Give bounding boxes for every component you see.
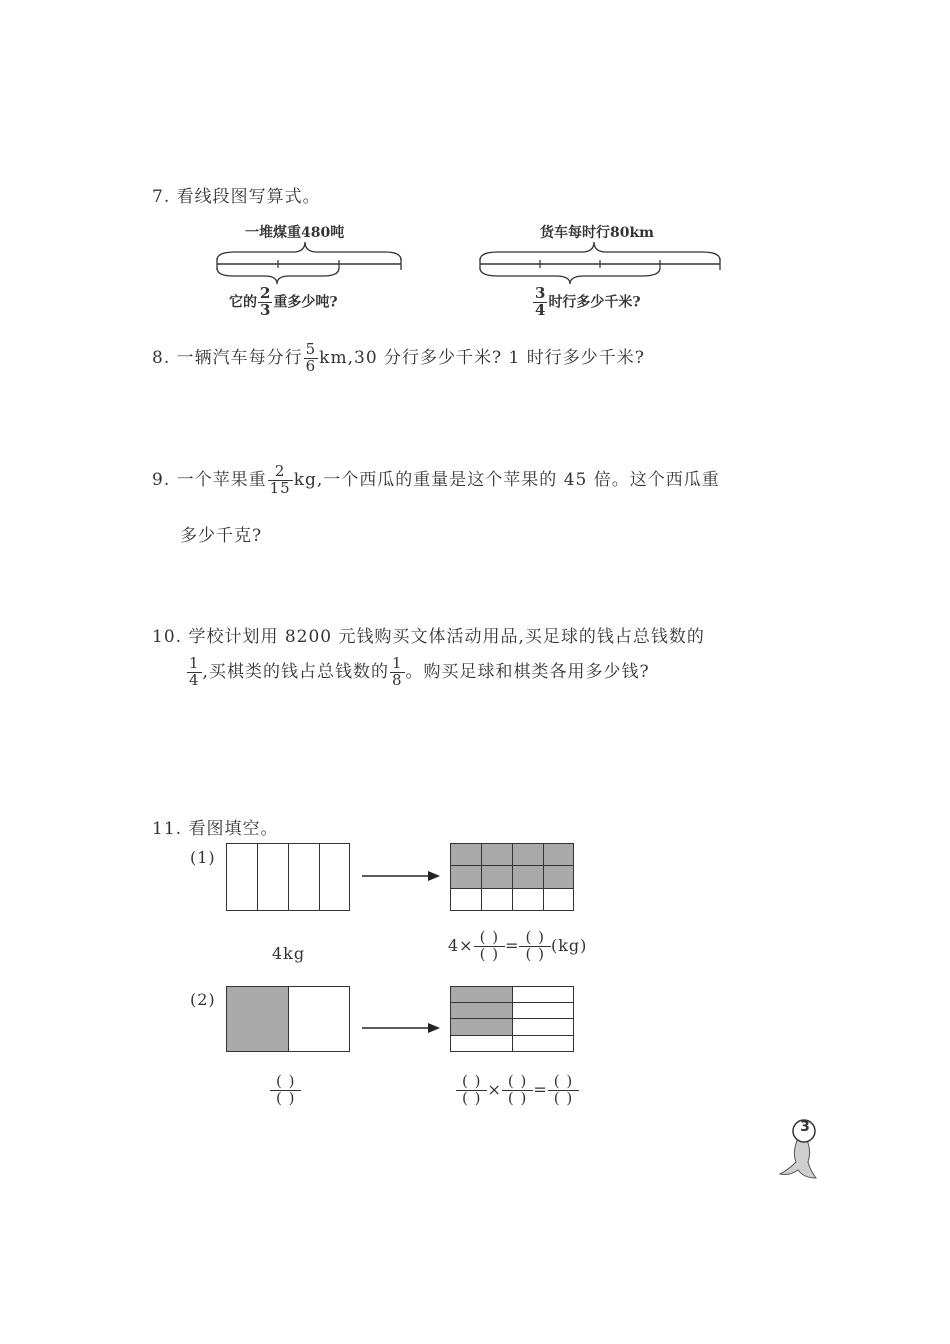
q11-p1-equation [448,930,587,963]
q11-p1-weight: 4kg [272,944,306,963]
q11-p2-times: × [487,1079,502,1099]
q11-p2-c-num: ( ) [553,1072,574,1090]
q10-line1: 10. 学校计划用 8200 元钱购买文体活动用品,买足球的钱占总钱数的 [152,627,705,647]
q11-p2-frac-den: ( ) [270,1090,301,1107]
q8-prefix: 8. 一辆汽车每分行 [152,347,303,368]
q7-title: 7. 看线段图写算式。 [152,187,321,207]
q11-p1-result-den: ( ) [519,946,550,963]
q9-line2: 多少千克? [180,526,263,546]
q8-suffix: km,30 分行多少千米? 1 时行多少千米? [319,347,645,368]
q11-p2-b-num: ( ) [507,1072,528,1090]
q11-p2-left-rect [226,986,350,1052]
q11-p1-blank-num: ( ) [479,928,500,946]
q9-prefix: 9. 一个苹果重 [152,469,267,490]
q7-right-suffix: 时行多少千米? [548,294,641,311]
q11-p1-lead: 4× [448,935,474,955]
q11-p1-label: (1) [190,848,216,867]
q11-p1-unit: (kg) [550,935,588,955]
q11-p2-frac-num: ( ) [276,1072,296,1090]
q11-p1-right-grid [450,843,574,911]
q11-p2-a-num: ( ) [462,1072,482,1090]
q11-p1-blank-den: ( ) [474,946,505,963]
q7-left-diagram [205,222,415,327]
q8-text [152,342,645,375]
q11-p2-c-den: ( ) [548,1090,579,1107]
q7-left-frac-den: 3 [260,300,271,319]
q11-title: 11. 看图填空。 [152,819,279,839]
q7-left-prefix: 它的 [229,294,257,311]
q7-right-frac-num: 3 [535,284,546,302]
q8-frac-den: 6 [305,356,317,375]
q10-frac2-num: 1 [391,654,403,672]
q10-frac2-den: 8 [391,670,403,689]
q10-frac1-den: 4 [189,670,200,689]
q10-mid: ,买棋类的钱占总钱数的 [202,661,389,682]
q11-p1-eq-sign: = [505,935,520,955]
q11-p2-eq-sign: = [533,1079,548,1099]
q7-left-top-label: 一堆煤重480吨 [245,225,345,241]
q7-right-diagram [470,222,730,327]
q11-p2-right-grid [450,986,574,1052]
q7-right-frac-den: 4 [535,300,546,319]
q11-p1-result-num: ( ) [525,928,545,946]
q7-left-question [229,286,338,319]
q7-right-question [532,286,641,319]
q7-left-frac-num: 2 [260,284,271,302]
q8-frac-num: 5 [305,340,317,358]
q11-p2-label: (2) [190,990,216,1009]
q11-p2-b-den: ( ) [502,1090,533,1107]
q10-frac1-num: 1 [189,654,200,672]
q7-right-top-label: 货车每时行80km [540,225,654,241]
q10-end: 。购买足球和棋类各用多少钱? [405,661,650,682]
q9-text [152,464,720,497]
q11-p1-left-rect [226,843,350,911]
q9-frac-den: 15 [269,478,291,497]
q9-suffix: kg,一个西瓜的重量是这个苹果的 45 倍。这个西瓜重 [293,469,720,490]
q11-p2-arrow [358,1018,442,1038]
q7-left-suffix: 重多少吨? [273,294,338,311]
q11-p2-equation [456,1074,579,1107]
q11-p1-arrow [358,866,442,886]
q11-p2-a-den: ( ) [456,1090,487,1107]
q9-frac-num: 2 [274,462,286,480]
page-number: 3 [800,1119,810,1135]
q10-line2 [186,656,650,689]
q11-p2-fraction [270,1074,301,1107]
